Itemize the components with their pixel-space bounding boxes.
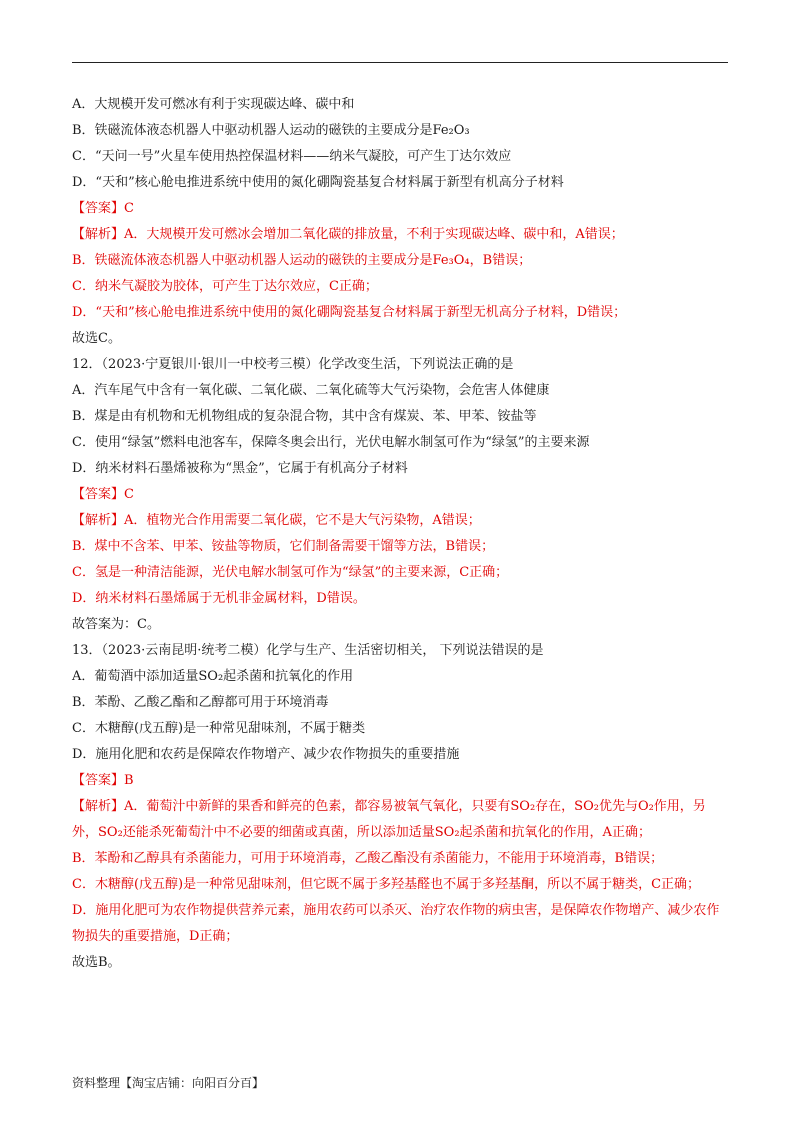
q12-option-c: C．使用“绿氢”燃料电池客车，保障冬奥会出行，光伏电解水制氢可作为“绿氢”的主要来源 [72,435,590,450]
q11-analysis-a: 【解析】A．大规模开发可燃冰会增加二氧化碳的排放量，不利于实现碳达峰、碳中和，A错误； [72,227,624,242]
q12-analysis-c: C．氢是一种清洁能源，光伏电解水制氢可作为“绿氢”的主要来源，C正确； [72,565,509,580]
q12-option-a: A．汽车尾气中含有一氧化碳、二氧化碳、二氧化硫等大气污染物，会危害人体健康 [72,383,550,398]
q11-analysis-b: B．铁磁流体液态机器人中驱动机器人运动的磁铁的主要成分是Fe₃O₄，B错误； [72,253,532,268]
q11-analysis-c: C．纳米气凝胶为胶体，可产生丁达尔效应，C正确； [72,279,378,294]
document-body [72,92,728,976]
q12-stem: 12．（2023·宁夏银川·银川一中校考三模）化学改变生活，下列说法正确的是 [72,357,514,372]
q13-option-b: B．苯酚、乙酸乙酯和乙醇都可用于环境消毒 [72,695,329,710]
q13-analysis-c: C．木糖醇(戊五醇)是一种常见甜味剂，但它既不属于多羟基醛也不属于多羟基酮，所以不属于糖类，C正确； [72,877,701,892]
header-rule [72,62,728,63]
q11-option-b: B．铁磁流体液态机器人中驱动机器人运动的磁铁的主要成分是Fe₂O₃ [72,123,470,138]
q13-stem: 13．（2023·云南昆明·统考二模）化学与生产、生活密切相关， 下列说法错误的是 [72,643,544,658]
q13-option-c: C．木糖醇(戊五醇)是一种常见甜味剂，不属于糖类 [72,721,366,736]
q12-analysis-b: B．煤中不含苯、甲苯、铵盐等物质，它们制备需要干馏等方法，B错误； [72,539,495,554]
q12-analysis-d: D．纳米材料石墨烯属于无机非金属材料，D错误。 [72,591,366,606]
q13-analysis-b: B．苯酚和乙醇具有杀菌能力，可用于环境消毒，乙酸乙酯没有杀菌能力，不能用于环境消毒，B错误； [72,851,664,866]
q11-option-a: A．大规模开发可燃冰有利于实现碳达峰、碳中和 [72,97,355,112]
q11-option-d: D．“天和”核心舱电推进系统中使用的氮化硼陶瓷基复合材料属于新型有机高分子材料 [72,175,564,190]
q12-option-d: D．纳米材料石墨烯被称为“黑金”，它属于有机高分子材料 [72,461,408,476]
q12-option-b: B．煤是由有机物和无机物组成的复杂混合物，其中含有煤炭、苯、甲苯、铵盐等 [72,409,537,424]
q11-conclusion: 故选C。 [72,331,121,346]
q13-analysis-a: 【解析】A．葡萄汁中新鲜的果香和鲜亮的色素，都容易被氧气氧化，只要有SO₂存在，SO₂优先与O₂作用，另外，SO₂还能杀死葡萄汁中不必要的细菌或真菌，所以添加适量SO₂起杀菌和抗氧化的作用，A正确； [72,799,706,840]
page-footer: 资料整理【淘宝店铺：向阳百分百】 [72,1076,265,1090]
q13-option-a: A．葡萄酒中添加适量SO₂起杀菌和抗氧化的作用 [72,669,354,684]
q13-answer: 【答案】B [72,773,134,788]
q11-option-c: C．“天问一号”火星车使用热控保温材料——纳米气凝胶，可产生丁达尔效应 [72,149,512,164]
q12-analysis-a: 【解析】A．植物光合作用需要二氧化碳，它不是大气污染物，A错误； [72,513,481,528]
q12-answer: 【答案】C [72,487,134,502]
q11-analysis-d: D．“天和”核心舱电推进系统中使用的氮化硼陶瓷基复合材料属于新型无机高分子材料，D错误； [72,305,627,320]
q13-option-d: D．施用化肥和农药是保障农作物增产、减少农作物损失的重要措施 [72,747,460,762]
q13-conclusion: 故选B。 [72,955,121,970]
q13-analysis-d: D．施用化肥可为农作物提供营养元素，施用农药可以杀灭、治疗农作物的病虫害，是保障农作物增产、减少农作物损失的重要措施，D正确； [72,903,720,944]
q12-conclusion: 故答案为：C。 [72,617,160,632]
q11-answer: 【答案】C [72,201,134,216]
